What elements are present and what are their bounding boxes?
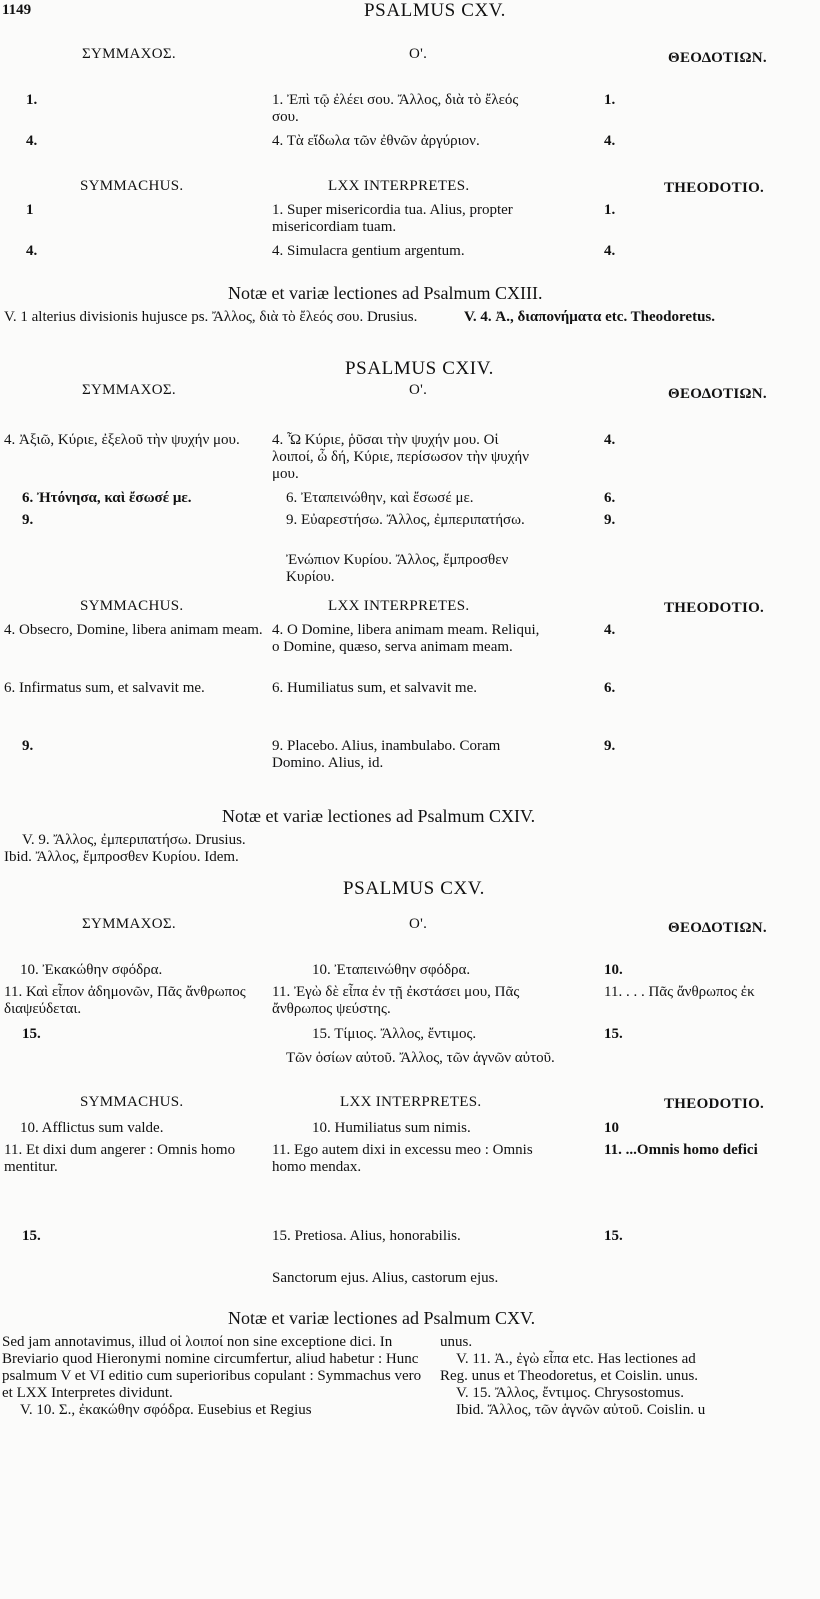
lxx-greek-verse: 9. Εὐαρεστήσω. Ἄλλος, ἐμπεριπατήσω.: [286, 512, 525, 528]
lxx-greek-verse: Τῶν ὁσίων αὐτοῦ. Ἄλλος, τῶν ἁγνῶν αὐτοῦ.: [286, 1050, 555, 1066]
note-text: V. 4. Ἀ., διαπονήματα etc. Theodoretus.: [464, 309, 715, 325]
lxx-latin-verse: 1. Super misericordia tua. Alius, propter misericordiam tuam.: [272, 202, 513, 235]
note-text: Ibid. Ἄλλος, τῶν ἁγνῶν αὐτοῦ. Coislin. u: [456, 1402, 706, 1418]
verse-number: 6.: [604, 680, 616, 696]
note-text: V. 10. Σ., ἐκακώθην σφόδρα. Eusebius et Regius: [20, 1402, 312, 1418]
notes-title: Notæ et variæ lectiones ad Psalmum CXV.: [228, 1308, 536, 1328]
theodotion-greek-header: ΘΕΟΔΟΤΙΩΝ.: [668, 920, 767, 936]
verse-number: 4.: [604, 432, 616, 448]
lxx-greek-header: Ο'.: [409, 46, 428, 62]
lxx-latin-verse: 11. Ego autem dixi in excessu meo : Omnis homo mendax.: [272, 1142, 533, 1175]
symmachus-latin-header: SYMMACHUS.: [80, 1094, 184, 1110]
symmachus-greek-header: ΣΥΜΜΑΧΟΣ.: [82, 916, 176, 932]
note-text: V. 9. Ἄλλος, ἐμπεριπατήσω. Drusius.: [22, 832, 246, 848]
theodotio-latin-header: THEODOTIO.: [664, 600, 765, 616]
verse-number: 9.: [604, 738, 616, 754]
lxx-latin-header: LXX INTERPRETES.: [328, 178, 470, 194]
theodotion-greek-verse: 11. . . . Πᾶς ἄνθρωπος ἐκ: [604, 984, 755, 1000]
symmachus-greek-verse: 6. Ἠτόνησα, καὶ ἔσωσέ με.: [22, 490, 192, 506]
lxx-greek-verse: 4. Τὰ εἴδωλα τῶν ἐθνῶν ἀργύριον.: [272, 133, 480, 149]
symmachus-latin-header: SYMMACHUS.: [80, 178, 184, 194]
symmachus-latin-verse: 10. Afflictus sum valde.: [20, 1120, 164, 1136]
note-text: V. 11. Ἀ., ἐγὼ εἶπα etc. Has lectiones ad: [456, 1351, 696, 1367]
verse-number: 4.: [604, 243, 616, 259]
lxx-greek-verse: 1. Ἐπὶ τῷ ἐλέει σου. Ἄλλος, διὰ τὸ ἔλεός σου.: [272, 92, 519, 125]
lxx-latin-header: LXX INTERPRETES.: [340, 1094, 482, 1110]
verse-number: 10: [604, 1120, 619, 1136]
verse-number: 6.: [604, 490, 616, 506]
verse-number: 9.: [22, 738, 34, 754]
symmachus-latin-verse: 11. Et dixi dum angerer : Omnis homo mentitur.: [4, 1142, 236, 1175]
lxx-latin-verse: 10. Humiliatus sum nimis.: [312, 1120, 471, 1136]
verse-number: 15.: [604, 1228, 623, 1244]
lxx-greek-verse: 6. Ἐταπεινώθην, καὶ ἔσωσέ με.: [286, 490, 474, 506]
symmachus-latin-verse: 4. Obsecro, Domine, libera animam meam.: [4, 622, 263, 638]
theodotion-greek-header: ΘΕΟΔΟΤΙΩΝ.: [668, 50, 767, 66]
verse-number: 4.: [604, 133, 616, 149]
notes-title: Notæ et variæ lectiones ad Psalmum CXIV.: [222, 806, 536, 826]
note-text: unus.: [440, 1334, 473, 1350]
notes-title: Notæ et variæ lectiones ad Psalmum CXIII.: [228, 283, 543, 303]
verse-number: 15.: [22, 1228, 41, 1244]
page-number: 1149: [2, 2, 32, 18]
verse-number: 9.: [604, 512, 616, 528]
symmachus-greek-header: ΣΥΜΜΑΧΟΣ.: [82, 46, 176, 62]
verse-number: 1.: [604, 92, 616, 108]
note-text: Sed jam annotavimus, illud οἱ λοιποί non sine exceptione dici. In Breviario quod Hieronymi nomine circumfertur, aliud habetur : Hunc psalmum V et VI editio cum superioribus copulant : Symmachus vero et LXX Interpretes dividunt.: [2, 1334, 422, 1401]
note-text: V. 15. Ἄλλος, ἔντιμος. Chrysostomus.: [456, 1385, 684, 1401]
verse-number: 9.: [22, 512, 34, 528]
verse-number: 1: [26, 202, 34, 218]
verse-number: 4.: [26, 133, 38, 149]
verse-number: 4.: [604, 622, 616, 638]
symmachus-greek-verse: 11. Καὶ εἶπον ἀδημονῶν, Πᾶς ἄνθρωπος διαψεύδεται.: [4, 984, 246, 1017]
symmachus-greek-verse: 10. Ἐκακώθην σφόδρα.: [20, 962, 163, 978]
psalm-title: PSALMUS CXIV.: [345, 358, 494, 379]
lxx-greek-verse: 4. Ὦ Κύριε, ῥῦσαι τὴν ψυχήν μου. Οἱ λοιποί, ὦ δή, Κύριε, περίσωσον τὴν ψυχήν μου.: [272, 432, 530, 482]
note-text: V. 1 alterius divisionis hujusce ps. Ἄλλος, διὰ τὸ ἔλεός σου. Drusius.: [4, 309, 418, 325]
running-title: PSALMUS CXV.: [364, 0, 507, 21]
lxx-latin-verse: 15. Pretiosa. Alius, honorabilis.: [272, 1228, 461, 1244]
lxx-latin-verse: 6. Humiliatus sum, et salvavit me.: [272, 680, 477, 696]
symmachus-latin-header: SYMMACHUS.: [80, 598, 184, 614]
lxx-greek-verse: 15. Τίμιος. Ἄλλος, ἔντιμος.: [312, 1026, 477, 1042]
verse-number: 1.: [604, 202, 616, 218]
verse-number: 4.: [26, 243, 38, 259]
verse-number: 15.: [604, 1026, 623, 1042]
symmachus-latin-verse: 6. Infirmatus sum, et salvavit me.: [4, 680, 205, 696]
note-text: Ibid. Ἄλλος, ἔμπροσθεν Κυρίου. Idem.: [4, 849, 239, 865]
verse-number: 15.: [22, 1026, 41, 1042]
lxx-latin-verse: 9. Placebo. Alius, inambulabo. Coram Domino. Alius, id.: [272, 738, 501, 771]
lxx-greek-verse: Ἐνώπιον Κυρίου. Ἄλλος, ἔμπροσθεν Κυρίου.: [286, 552, 509, 585]
lxx-latin-header: LXX INTERPRETES.: [328, 598, 470, 614]
lxx-latin-verse: Sanctorum ejus. Alius, castorum ejus.: [272, 1270, 499, 1286]
lxx-latin-verse: 4. Simulacra gentium argentum.: [272, 243, 465, 259]
lxx-greek-verse: 11. Ἐγὼ δὲ εἶπα ἐν τῇ ἐκστάσει μου, Πᾶς ἄνθρωπος ψεύστης.: [272, 984, 520, 1017]
verse-number: 10.: [604, 962, 623, 978]
verse-number: 1.: [26, 92, 38, 108]
theodotio-latin-verse: 11. ...Omnis homo defici: [604, 1142, 758, 1158]
theodotio-latin-header: THEODOTIO.: [664, 180, 765, 196]
lxx-latin-verse: 4. O Domine, libera animam meam. Reliqui, o Domine, quæso, serva animam meam.: [272, 622, 540, 655]
lxx-greek-header: Ο'.: [409, 382, 428, 398]
psalm-title: PSALMUS CXV.: [343, 878, 486, 899]
lxx-greek-header: Ο'.: [409, 916, 428, 932]
symmachus-greek-verse: 4. Ἀξιῶ, Κύριε, ἐξελοῦ τὴν ψυχήν μου.: [4, 432, 240, 448]
theodotio-latin-header: THEODOTIO.: [664, 1096, 765, 1112]
lxx-greek-verse: 10. Ἐταπεινώθην σφόδρα.: [312, 962, 471, 978]
theodotion-greek-header: ΘΕΟΔΟΤΙΩΝ.: [668, 386, 767, 402]
note-text: Reg. unus et Theodoretus, et Coislin. unus.: [440, 1368, 699, 1384]
symmachus-greek-header: ΣΥΜΜΑΧΟΣ.: [82, 382, 176, 398]
